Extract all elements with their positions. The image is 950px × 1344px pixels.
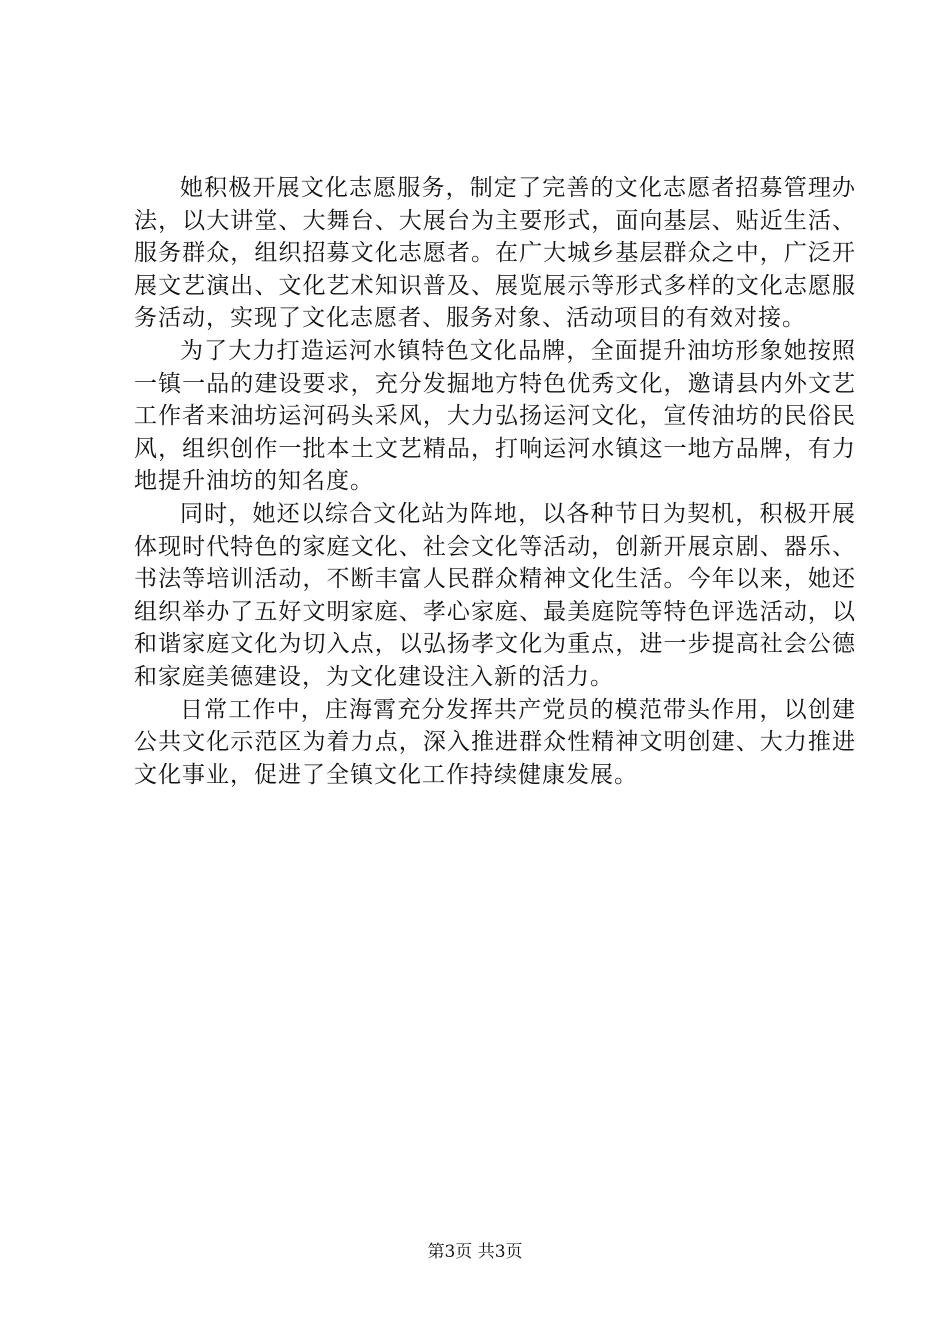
page-footer: 第3页 共3页 xyxy=(427,1242,523,1262)
paragraph-3: 同时，她还以综合文化站为阵地，以各种节日为契机，积极开展体现时代特色的家庭文化、社会文化等活动，创新开展京剧、器乐、书法等培训活动，不断丰富人民群众精神文化生活。今年以来，她还组织举办了五好文明家庭、孝心家庭、最美庭院等特色评选活动，以和谐家庭文化为切入点，以弘扬孝文化为重点，进一步提高社会公德和家庭美德建设，为文化建设注入新的活力。 xyxy=(134,500,856,690)
paragraph-4: 日常工作中，庄海霄充分发挥共产党员的模范带头作用，以创建公共文化示范区为着力点，深入推进群众性精神文明创建、大力推进文化事业，促进了全镇文化工作持续健康发展。 xyxy=(134,696,856,788)
document-body xyxy=(134,172,856,791)
paragraph-2: 为了大力打造运河水镇特色文化品牌，全面提升油坊形象她按照一镇一品的建设要求，充分发掘地方特色优秀文化，邀请县内外文艺工作者来油坊运河码头采风，大力弘扬运河文化，宣传油坊的民俗民风，组织创作一批本土文艺精品，打响运河水镇这一地方品牌，有力地提升油坊的知名度。 xyxy=(134,337,856,495)
paragraph-1: 她积极开展文化志愿服务，制定了完善的文化志愿者招募管理办法，以大讲堂、大舞台、大展台为主要形式，面向基层、贴近生活、服务群众，组织招募文化志愿者。在广大城乡基层群众之中，广泛开展文艺演出、文化艺术知识普及、展览展示等形式多样的文化志愿服务活动，实现了文化志愿者、服务对象、活动项目的有效对接。 xyxy=(134,175,856,332)
